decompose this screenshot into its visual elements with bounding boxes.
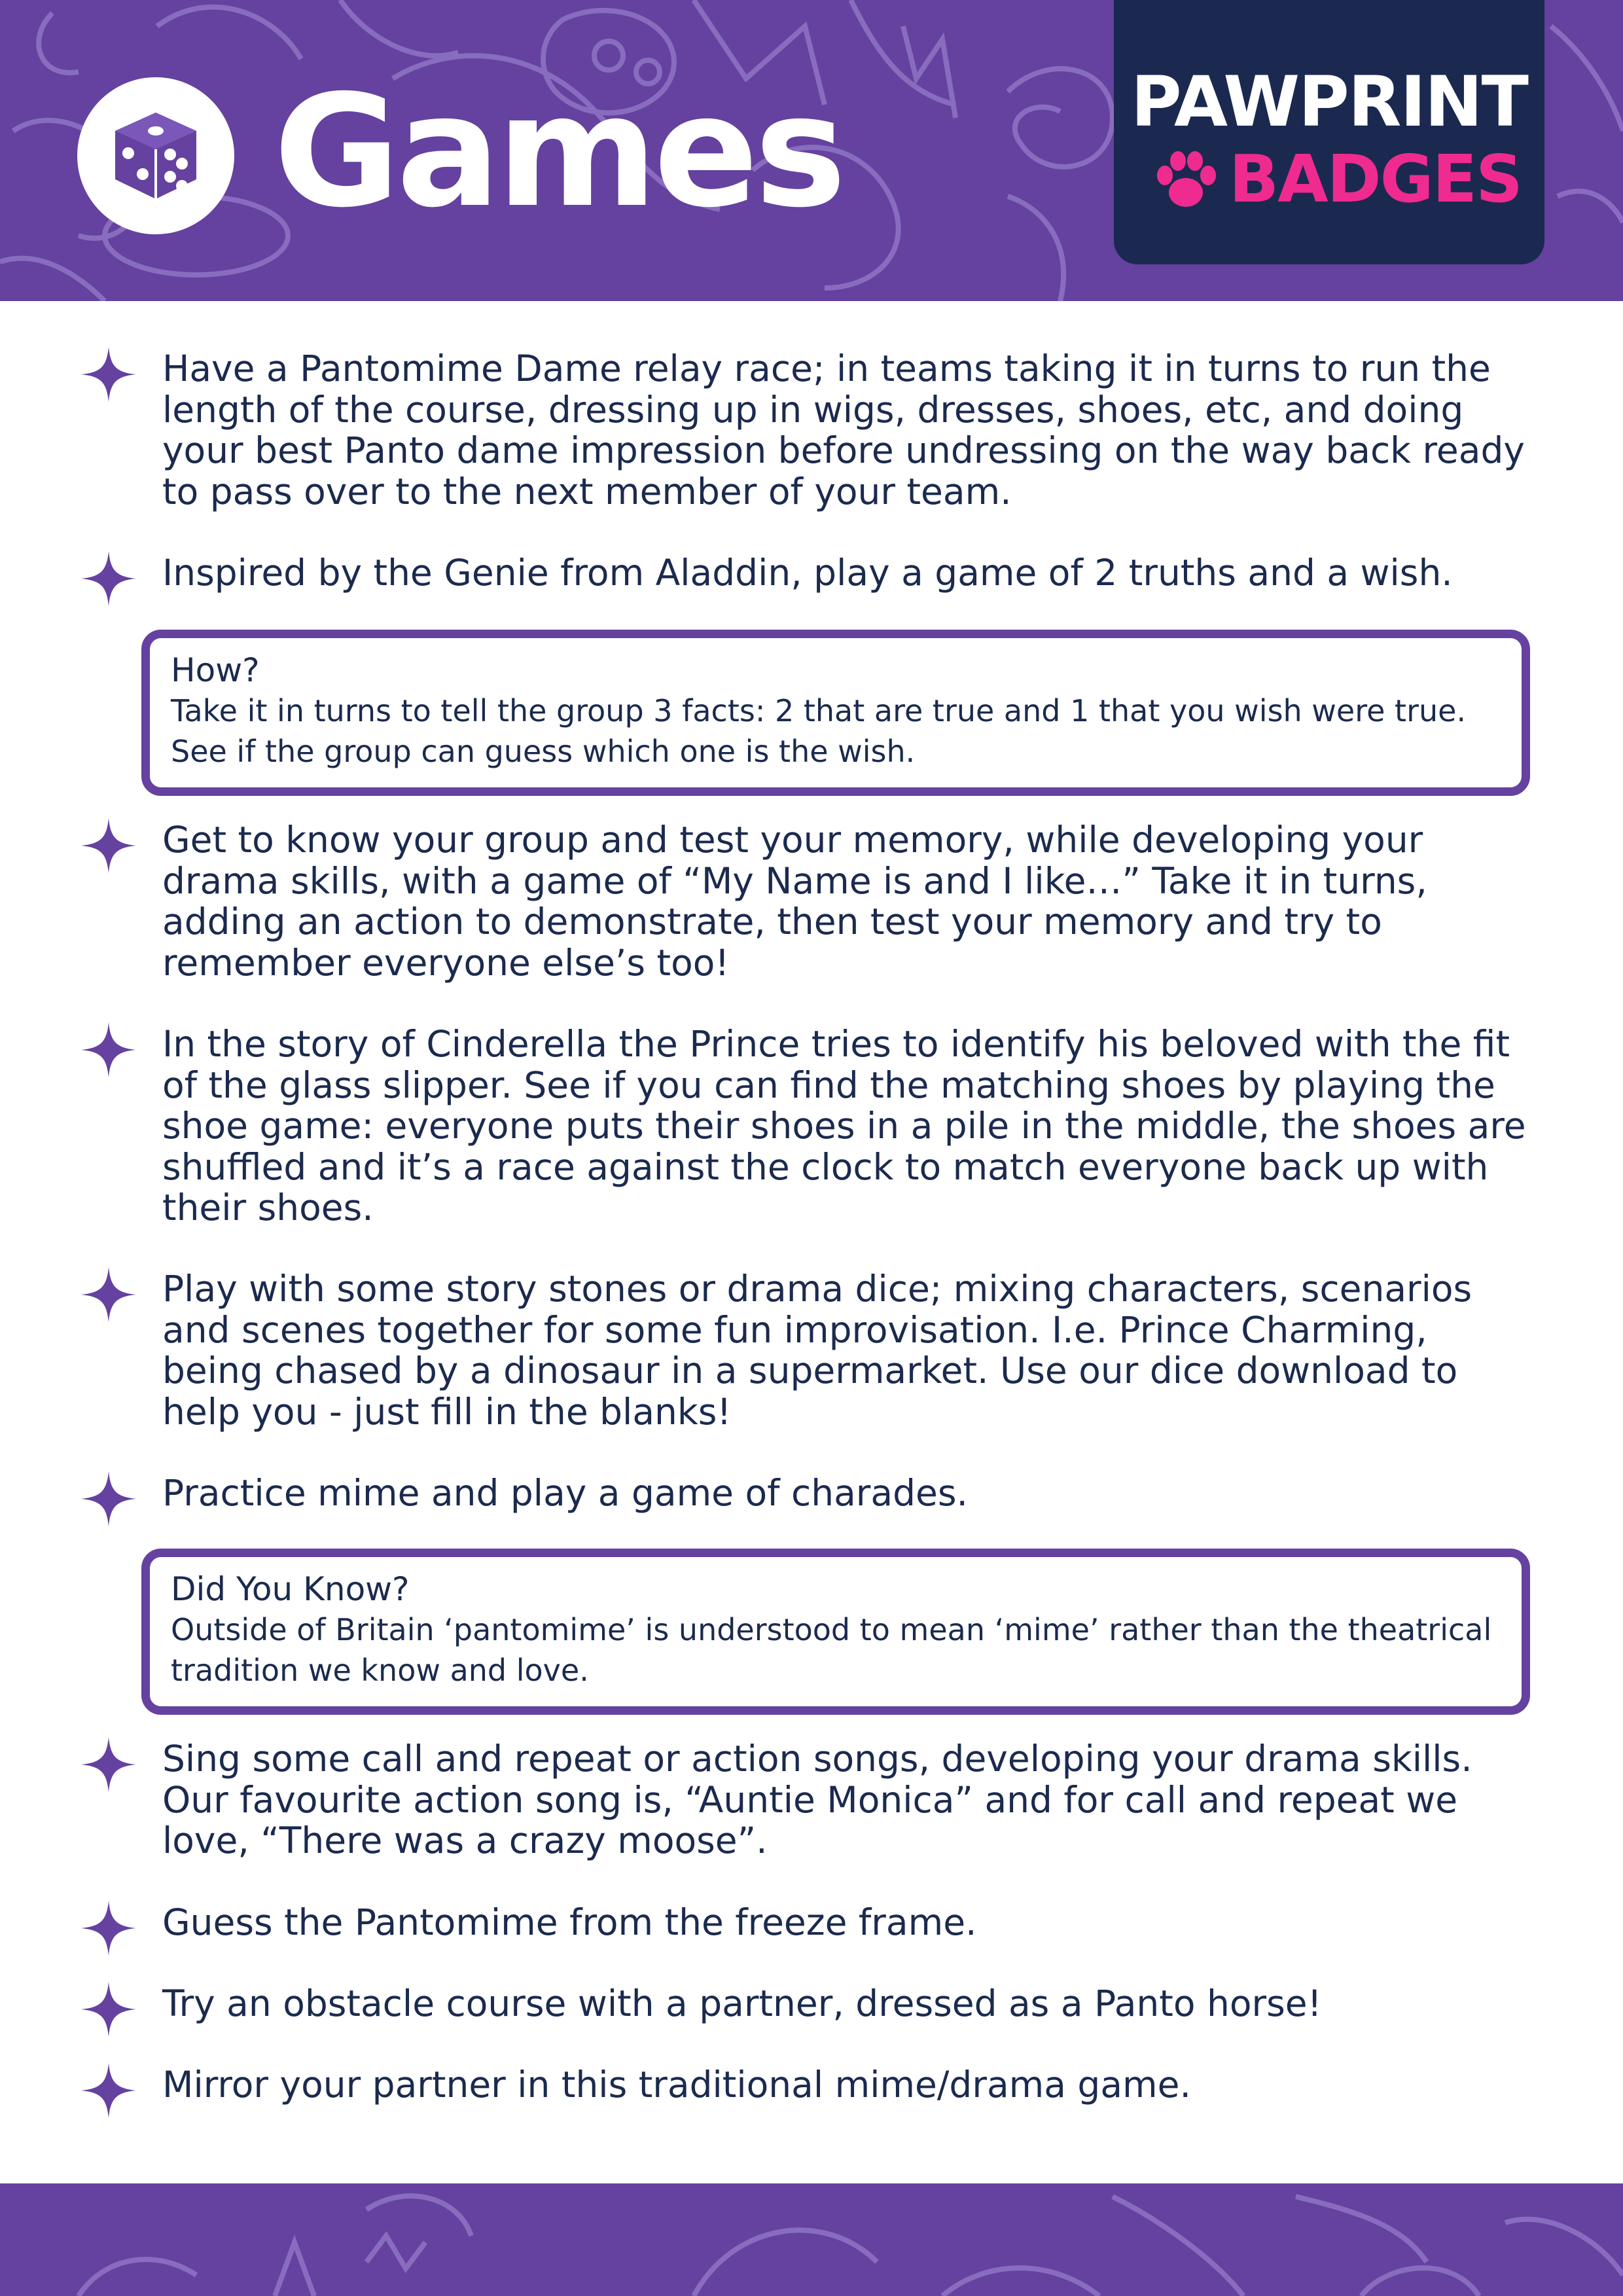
list-item-text: Get to know your group and test your memory, while developing your drama skills, with a game of “My Name is and I like…” Take it in turns, adding an action to demonstrate, then test your memory and try to remember everyone else’s too! xyxy=(162,819,1427,984)
four-point-star-icon xyxy=(81,1022,136,1077)
pawprint-badges-logo xyxy=(1114,0,1544,264)
info-box-heading: Did You Know? xyxy=(171,1570,410,1608)
panto-doodle-background xyxy=(0,2183,1623,2296)
info-box-body: Take it in turns to tell the group 3 facts: 2 that are true and 1 that you wish were true. See if the group can guess which one is the wish. xyxy=(171,693,1467,769)
four-point-star-icon xyxy=(81,1737,136,1792)
list-item-text: Practice mime and play a game of charades. xyxy=(162,1472,969,1514)
brand-name-line1: PAWPRINT xyxy=(1131,62,1527,142)
did-you-know-box xyxy=(141,1549,1530,1715)
four-point-star-icon xyxy=(81,2063,136,2118)
list-item-text: Play with some story stones or drama dice; mixing characters, scenarios and scenes together for some fun improvisation. I.e. Prince Charming, being chased by a dinosaur in a supermarket. Use our dice download to help you - just fill in the blanks! xyxy=(162,1268,1472,1433)
four-point-star-icon xyxy=(81,347,136,402)
list-item-text: Try an obstacle course with a partner, dressed as a Panto horse! xyxy=(162,1982,1322,2024)
info-box-body: Outside of Britain ‘pantomime’ is understood to mean ‘mime’ rather than the theatrical tradition we know and love. xyxy=(171,1612,1492,1688)
four-point-star-icon xyxy=(81,1267,136,1322)
list-item-text: Have a Pantomime Dame relay race; in teams taking it in turns to run the length of the course, dressing up in wigs, dresses, shoes, etc, and doing your best Panto dame impression before undressing on the way back ready to pass over to the next member of your team. xyxy=(162,348,1525,512)
brand-name-line2: BADGES xyxy=(1229,141,1522,217)
paw-print-icon xyxy=(1152,149,1220,212)
list-item-text: Mirror your partner in this traditional mime/drama game. xyxy=(162,2064,1191,2106)
four-point-star-icon xyxy=(81,1982,136,2037)
four-point-star-icon xyxy=(81,1471,136,1526)
list-item-text: Sing some call and repeat or action songs, developing your drama skills. Our favourite action song is, “Auntie Monica” and for call and repeat we love, “There was a crazy moose”. xyxy=(162,1738,1472,1861)
brand-name-line2-wrap xyxy=(1152,140,1522,219)
four-point-star-icon xyxy=(81,818,136,873)
dice-icon xyxy=(77,77,234,234)
list-item-text: In the story of Cinderella the Prince tries to identify his beloved with the fit of the glass slipper. See if you can find the matching shoes by playing the shoe game: everyone puts their shoes in a pile in the middle, the shoes are shuffled and it’s a race against the clock to match everyone back up with their shoes. xyxy=(162,1023,1526,1229)
how-info-box xyxy=(141,630,1530,796)
four-point-star-icon xyxy=(81,1901,136,1956)
footer-banner xyxy=(0,2183,1623,2296)
list-item-text: Inspired by the Genie from Aladdin, play a game of 2 truths and a wish. xyxy=(162,552,1453,594)
page-title: Games xyxy=(274,62,843,242)
list-item-text: Guess the Pantomime from the freeze frame. xyxy=(162,1901,977,1943)
header-banner xyxy=(0,0,1623,301)
four-point-star-icon xyxy=(81,551,136,606)
info-box-heading: How? xyxy=(171,651,260,689)
